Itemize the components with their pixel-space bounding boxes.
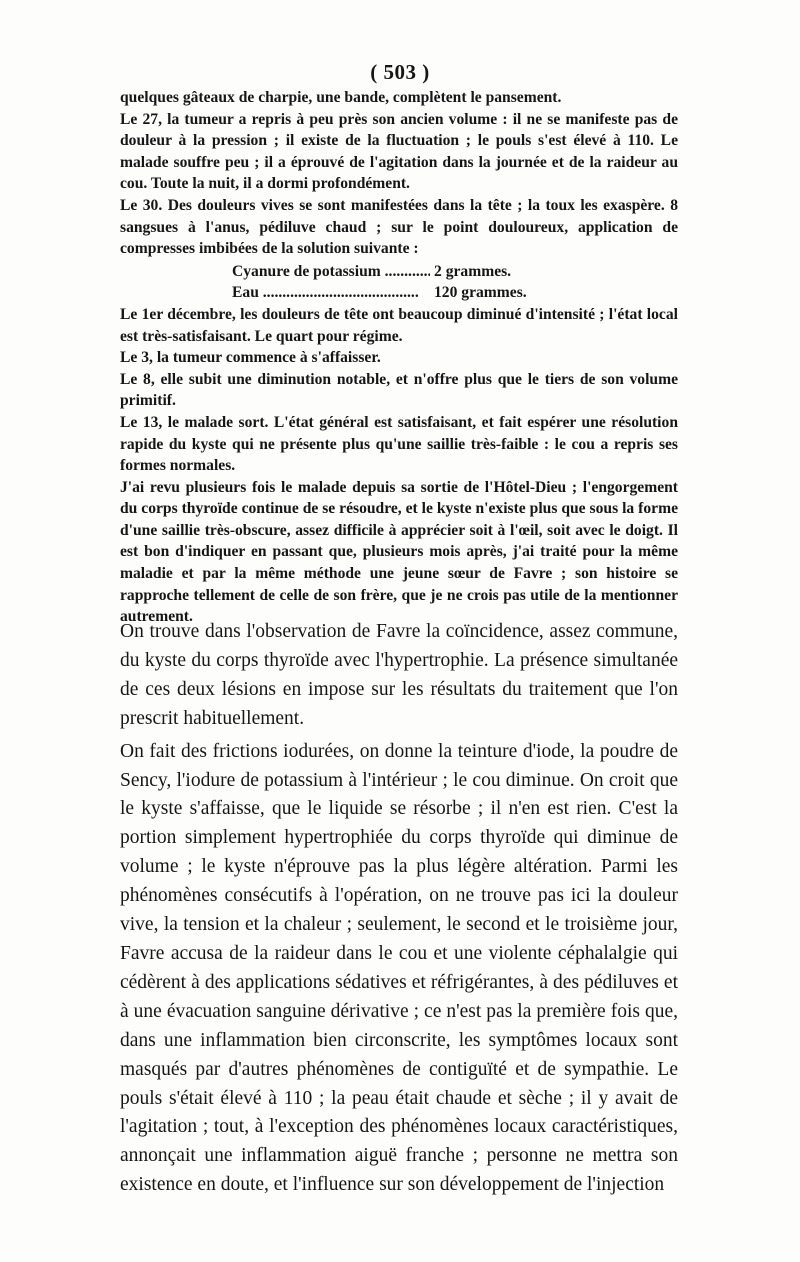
page-number: ( 503 ) — [370, 60, 430, 84]
observation-paragraph: J'ai revu plusieurs fois le malade depuis sa sortie de l'Hôtel-Dieu ; l'engorgement du corps thyroïde continue de se résoudre, et le kyste n'existe plus que sous la forme d'une saillie très-obscure, assez difficile à apprécier soit à l'œil, soit avec le doigt. Il est bon d'indiquer en passant que, plusieurs mois après, j'ai traité pour la même maladie et par la même méthode une jeune sœur de Favre ; son histoire se rapproche tellement de celle de son frère, que je ne crois pas utile de la mentionner autrement. — [120, 478, 678, 626]
ingredient-name: Eau ..... — [232, 282, 430, 304]
observation-paragraph: Le 3, la tumeur commence à s'affaisser. — [120, 349, 381, 367]
case-observation-block — [120, 87, 678, 628]
ingredient-quantity: 120 grammes. — [434, 284, 527, 302]
commentary-paragraph: On fait des frictions iodurées, on donne la teinture d'iode, la poudre de Sency, l'iodure de potassium à l'intérieur ; le cou diminue. On croit que le kyste s'affaisse, que le liquide se résorbe ; il n'en est rien. C'est la portion simplement hypertrophiée du corps thyroïde qui diminue de volume ; le kyste n'éprouve pas la plus légère altération. Parmi les phénomènes consécutifs à l'opération, on ne trouve pas ici la douleur vive, la tension et la chaleur ; seulement, le second et le troisième jour, Favre accusa de la raideur dans le cou et une violente céphalalgie qui cédèrent à des applications sédatives et réfrigérantes, à des pédiluves et à une évacuation sanguine dérivative ; ce n'est pas la première fois que, dans une inflammation bien circonscrite, les symptômes locaux sont masqués par d'autres phénomènes de contiguïté et de sympathie. Le pouls s'était élevé à 110 ; la peau était chaude et sèche ; il y avait de l'agitation ; tout, à l'exception des phénomènes locaux caractéristiques, annonçait une inflammation aiguë franche ; personne ne mettra son existence en doute, et l'influence sur son développement de l'injection — [120, 740, 678, 1196]
observation-paragraph: Le 8, elle subit une diminution notable, et n'offre plus que le tiers de son volume primitif. — [120, 370, 678, 410]
observation-paragraph: Le 1er décembre, les douleurs de tête ont beaucoup diminué d'intensité ; l'état local est très-satisfaisant. Le quart pour régime. — [120, 305, 678, 345]
observation-paragraph: Le 30. Des douleurs vives se sont manifestées dans la tête ; la toux les exaspère. 8 sangsues à l'anus, pédiluve chaud ; sur le point douloureux, application de compresses imbibées de la solution suivante : — [120, 196, 678, 258]
prescription-line — [232, 261, 678, 283]
ingredient-name: Cyanure de potassium ..... — [232, 261, 430, 283]
ingredient-quantity: 2 grammes. — [434, 262, 512, 280]
observation-paragraph: Le 27, la tumeur a repris à peu près son ancien volume : il ne se manifeste pas de douleur à la pression ; il existe de la fluctuation ; le pouls s'est élevé à 110. Le malade souffre peu ; il a éprouvé de l'agitation dans la journée et de la raideur au cou. Toute la nuit, il a dormi profondément. — [120, 110, 678, 193]
prescription-formula — [232, 261, 678, 304]
observation-paragraph: quelques gâteaux de charpie, une bande, complètent le pansement. — [120, 89, 562, 106]
commentary-paragraph: On trouve dans l'observation de Favre la coïncidence, assez commune, du kyste du corps thyroïde avec l'hypertrophie. La présence simultanée de ces deux lésions en impose sur les résultats du traitement que l'on prescrit habituellement. — [120, 621, 678, 729]
observation-paragraph: Le 13, le malade sort. L'état général est satisfaisant, et fait espérer une résolution rapide du kyste qui ne présente plus qu'une saillie très-faible : le cou a repris ses formes normales. — [120, 413, 678, 475]
commentary-block — [120, 618, 678, 1200]
prescription-line — [232, 282, 678, 304]
